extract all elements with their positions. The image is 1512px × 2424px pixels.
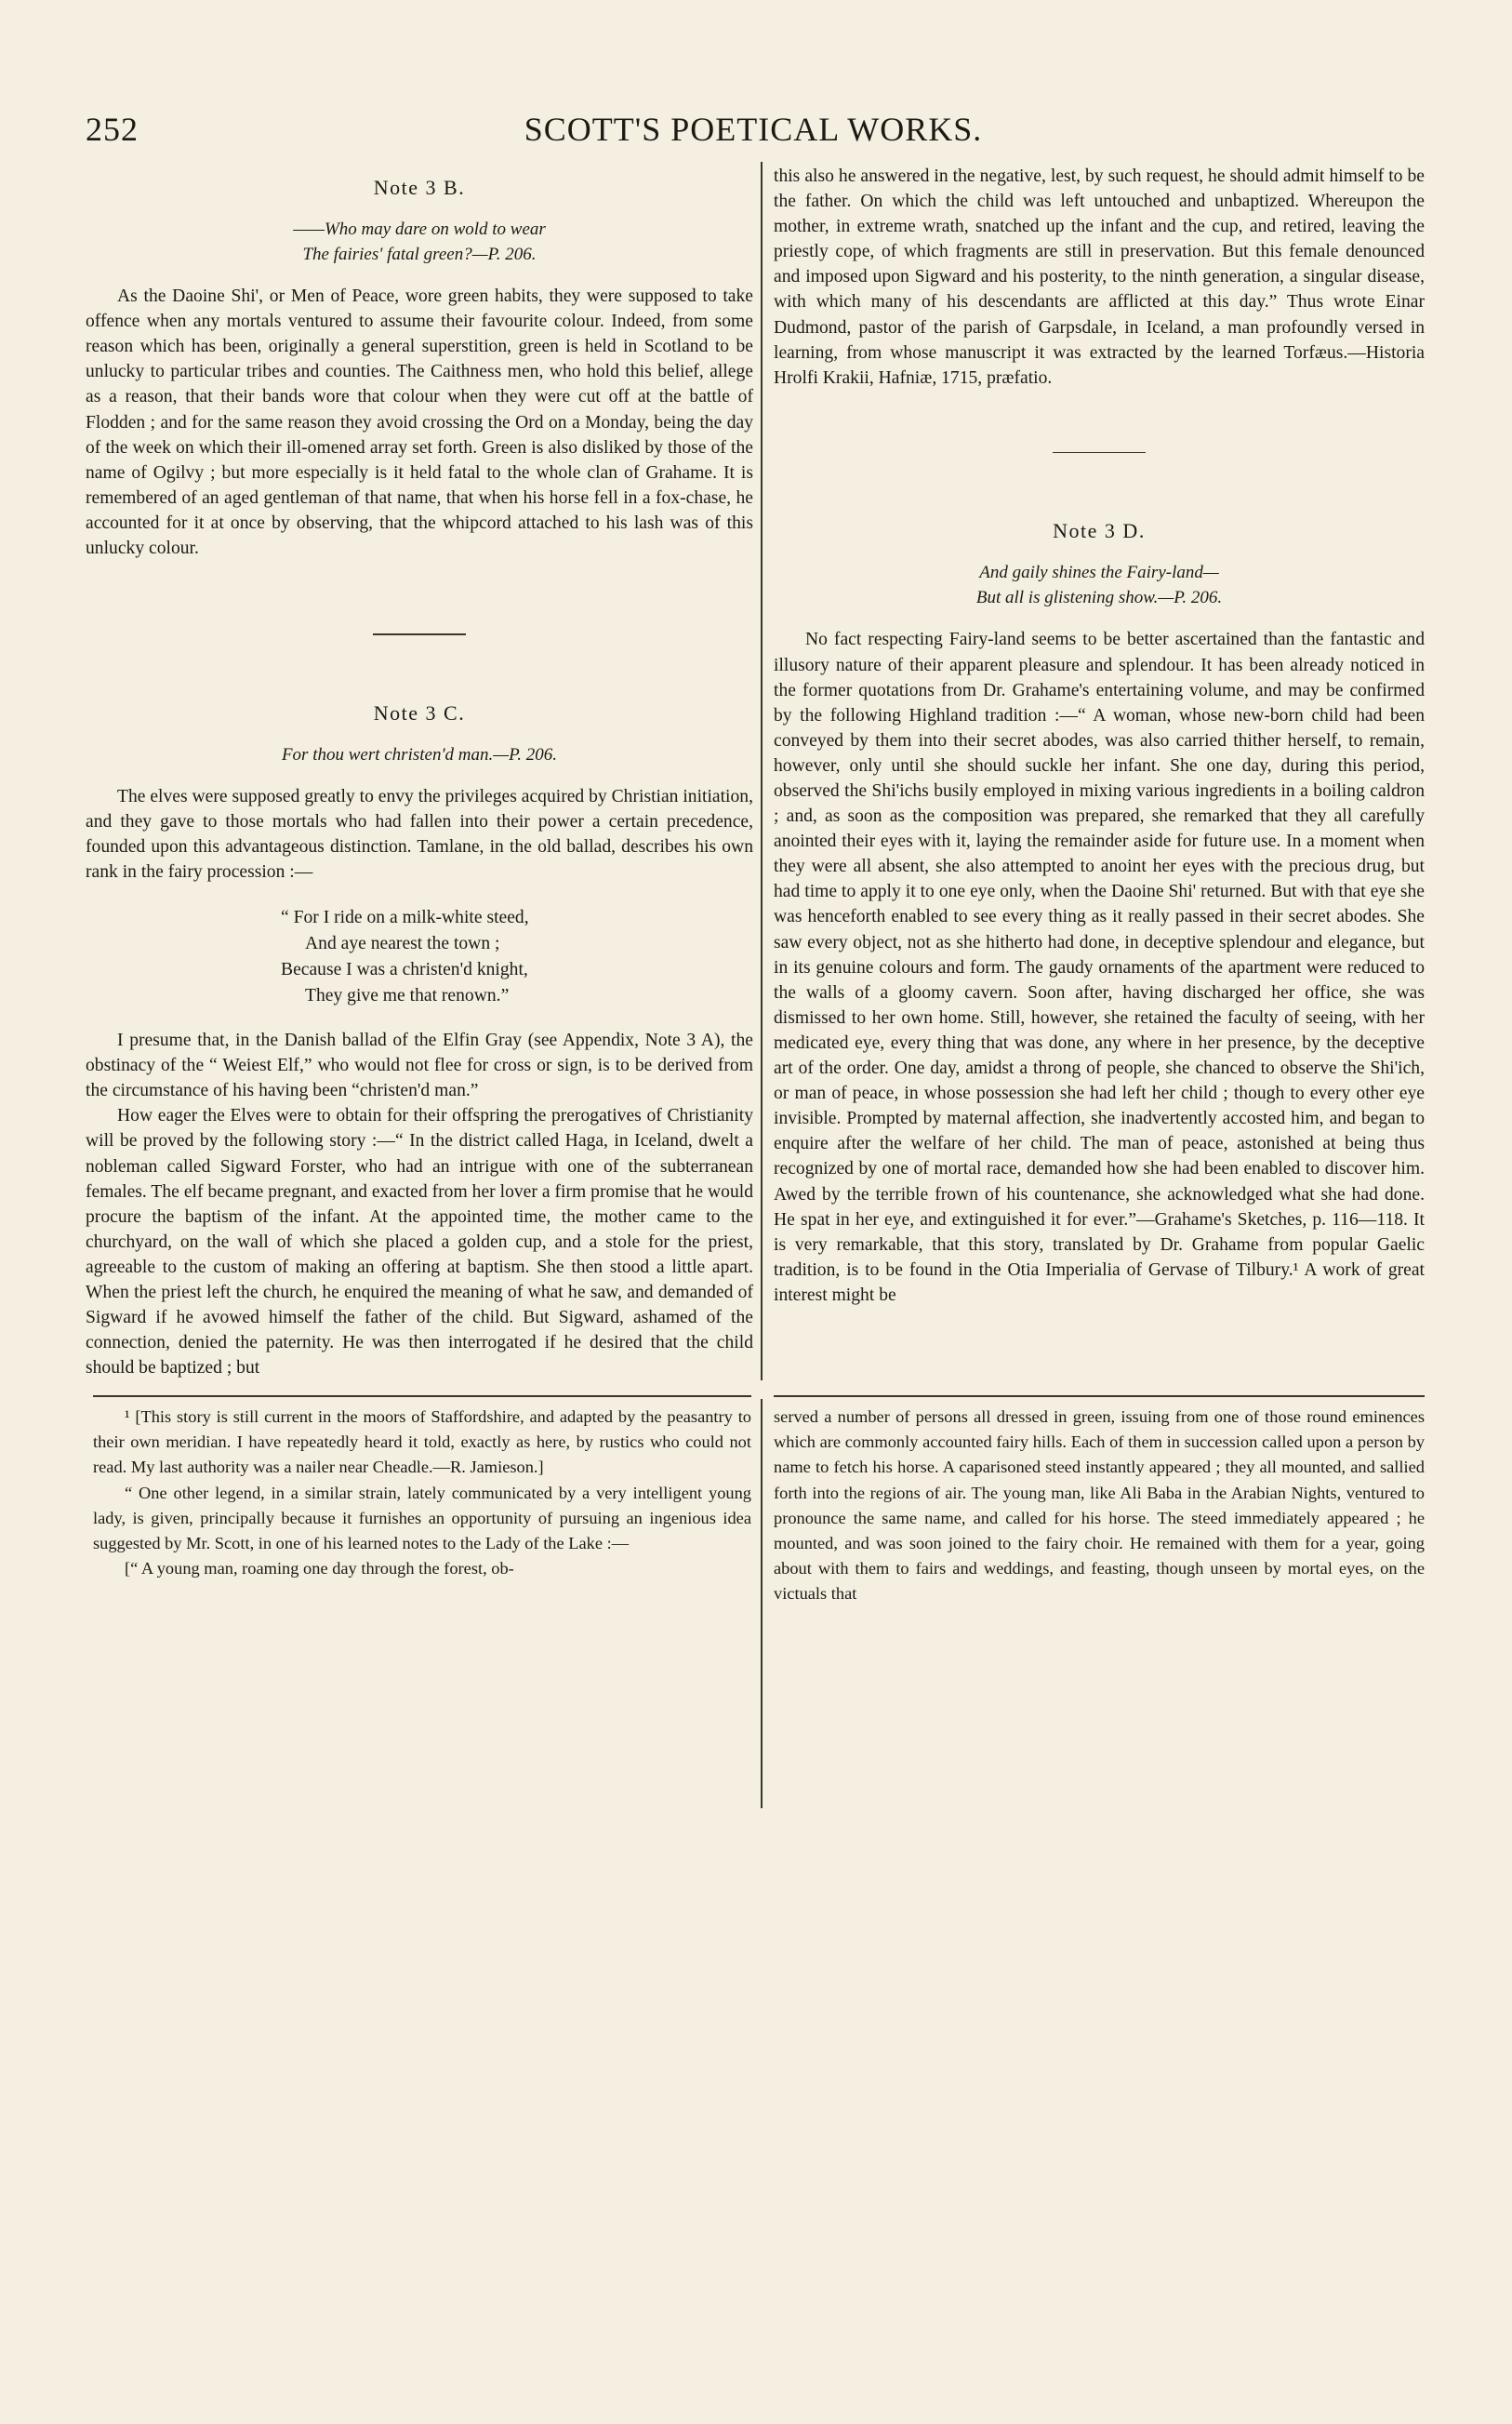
- note-3c-continuation: this also he answered in the negative, lest, by such request, he should admit himself to be the father. On which the child was left untouched and unbaptized. Whereupon the mother, in extreme wrath, snatched up the infant and the cup, and retired, leaving the priestly cope, of which fragments are still in preservation. But this female denounced and imposed upon Sigward and his posterity, to the ninth generation, a singular disease, with which many of his descendants are afflicted at this day.” Thus wrote Einar Dudmond, pastor of the parish of Garpsdale, in Iceland, a man profoundly versed in learning, from whose manuscript it was extracted by the learned Torfæus.—Historia Hrolfi Krakii, Hafniæ, 1715, præfatio.: [774, 166, 1425, 388]
- page-header: [86, 110, 1421, 151]
- note-3b-motto-line1: ——Who may dare on wold to wear: [293, 220, 546, 240]
- footnote-column-rule: [761, 1399, 763, 1808]
- footnote-rule-left: [93, 1395, 751, 1397]
- footnote-1: ¹ [This story is still current in the moors of Staffordshire, and adapted by the peasantry to their own meridian. I have repeatedly heard it told, exactly as here, by rustics who could not read. My last authority was a nailer near Cheadle.—R. Jamieson.]: [93, 1407, 751, 1477]
- column-rule: [761, 162, 763, 1380]
- note-3c-paragraph-1: The elves were supposed greatly to envy the privileges acquired by Christian initiation, and they gave to those mortals who had fallen into their power a certain precedence, founded upon this advantageous distinction. Tamlane, in the old ballad, describes his own rank in the fairy procession :—: [86, 786, 753, 882]
- footnote-rule-right: [774, 1395, 1425, 1397]
- verse-line: And aye nearest the town ;: [305, 934, 500, 954]
- footnote-paragraph: [“ A young man, roaming one day through the forest, ob-: [125, 1559, 514, 1578]
- verse-line: Because I was a christen'd knight,: [281, 960, 528, 980]
- note-3b-paragraph: As the Daoine Shi', or Men of Peace, wore green habits, they were supposed to take offence when any mortals ventured to assume their favourite colour. Indeed, from some reason which has been, originally a general superstition, green is held in Scotland to be unlucky to particular tribes and counties. The Caithness men, who hold this belief, allege as a reason, that their bands wore that colour when they were cut off at the battle of Flodden ; and for the same reason they avoid crossing the Ord on a Monday, being the day of the week on which their ill-omened array set forth. Green is also disliked by those of the name of Ogilvy ; but more especially is it held fatal to the whole clan of Grahame. It is remembered of an aged gentleman of that name, that when his horse fell in a fox-chase, he accounted for it at once by observing, that the whipcord attached to his lash was of this unlucky colour.: [86, 286, 753, 559]
- note-3d-motto: [774, 560, 1425, 610]
- verse-line: They give me that renown.”: [305, 986, 510, 1006]
- note-3b-title: Note 3 B.: [373, 176, 466, 199]
- footnote-paragraph: “ One other legend, in a similar strain, lately communicated by a very intelligent young lady, is given, principally because it furnishes an opportunity of pursuing an ingenious idea suggested by Mr. Scott, in one of his learned notes to the Lady of the Lake :—: [93, 1483, 751, 1553]
- note-3d-title: Note 3 D.: [1053, 519, 1146, 543]
- verse-line: “ For I ride on a milk-white steed,: [281, 908, 529, 928]
- section-separator: [373, 633, 466, 635]
- note-3c-motto: For thou wert christen'd man.—P. 206.: [281, 744, 558, 765]
- tamlane-verse: [281, 905, 753, 1009]
- right-column: [774, 164, 1425, 1308]
- footnote-continuation: served a number of persons all dressed in green, issuing from one of those round eminences which are commonly accounted fairy hills. Each of them in succession called upon a person by name to fetch his horse. A caparisoned steed instantly appeared ; they all mounted, and sallied forth into the regions of air. The young man, like Ali Baba in the Arabian Nights, ventured to pronounce the same name, and called for his horse. The steed immediately appeared ; he mounted, and was soon joined to the fairy choir. He remained with them for a year, going about with them to fairs and weddings, and feasting, though unseen by mortal eyes, on the victuals that: [774, 1407, 1425, 1604]
- running-title: SCOTT'S POETICAL WORKS.: [524, 111, 983, 148]
- left-column: [86, 169, 753, 1380]
- note-3d-motto-line2: But all is glistening show.—P. 206.: [975, 588, 1223, 608]
- footnotes-left: [93, 1405, 751, 1581]
- note-3c-paragraph-2: I presume that, in the Danish ballad of the Elfin Gray (see Appendix, Note 3 A), the obstinacy of the “ Weiest Elf,” who would not flee for cross or sign, is to be derived from the circumstance of his having been “christen'd man.”: [86, 1031, 753, 1101]
- note-3d-motto-line1: And gaily shines the Fairy-land—: [979, 563, 1219, 583]
- note-3b-motto-line2: The fairies' fatal green?—P. 206.: [302, 245, 537, 265]
- footnotes-right: [774, 1405, 1425, 1607]
- section-separator: [1053, 452, 1146, 454]
- note-3c-paragraph-3: How eager the Elves were to obtain for their offspring the prerogatives of Christianity will be proved by the following story :—“ In the district called Haga, in Iceland, dwelt a nobleman called Sigward Forster, who had an intrigue with one of the subterranean females. The elf became pregnant, and exacted from her lover a firm promise that he would procure the baptism of the infant. At the appointed time, the mother came to the churchyard, on the wall of which she placed a golden cup, and a stole for the priest, agreeable to the custom of making an offering at baptism. She then stood a little apart. When the priest left the church, he enquired the meaning of what he saw, and demanded of Sigward if he avowed himself the father of the child. But Sigward, ashamed of the connection, denied the paternity. He was then interrogated if he desired that the child should be baptized ; but: [86, 1106, 753, 1378]
- note-3c-title: Note 3 C.: [373, 700, 466, 725]
- page-number: 252: [86, 111, 139, 148]
- note-3b-motto: [86, 217, 753, 267]
- note-3d-paragraph: No fact respecting Fairy-land seems to be better ascertained than the fantastic and illusory nature of their apparent pleasure and splendour. It has been already noticed in the former quotations from Dr. Grahame's entertaining volume, and may be confirmed by the following Highland tradition :—“ A woman, whose new-born child had been conveyed by them into their secret abodes, was also carried thither herself, to remain, however, only until she should suckle her infant. She one day, during this period, observed the Shi'ichs busily employed in mixing various ingredients in a boiling caldron ; and, as soon as the composition was prepared, she remarked that they all carefully anointed their eyes with it, laying the remainder aside for future use. In a moment when they were all absent, she also attempted to anoint her eyes with the precious drug, but had time to apply it to one eye only, when the Daoine Shi' returned. But with that eye she was henceforth enabled to see every thing as it really passed in their secret abodes. She saw every object, not as she hitherto had done, in deceptive splendour and elegance, but in its genuine colours and form. The gaudy ornaments of the apartment were reduced to the walls of a gloomy cavern. Soon after, having discharged her office, she was dismissed to her own home. Still, however, she retained the faculty of seeing, with her medicated eye, every thing that was done, any where in her presence, by the deceptive art of the order. One day, amidst a throng of people, she chanced to observe the Shi'ich, or man of peace, in whose possession she had left her child ; though to every other eye invisible. Prompted by maternal affection, she inadvertently accosted him, and began to enquire after the welfare of her child. The man of peace, astonished at being thus recognized by one of mortal race, demanded how she had been enabled to discover him. Awed by the terrible frown of his countenance, she acknowledged what she had done. He spat in her eye, and extinguished it for ever.”—Grahame's Sketches, p. 116—118. It is very remarkable, that this story, translated by Dr. Grahame from popular Gaelic tradition, is to be found in the Otia Imperialia of Gervase of Tilbury.¹ A work of great interest might be: [774, 630, 1425, 1305]
